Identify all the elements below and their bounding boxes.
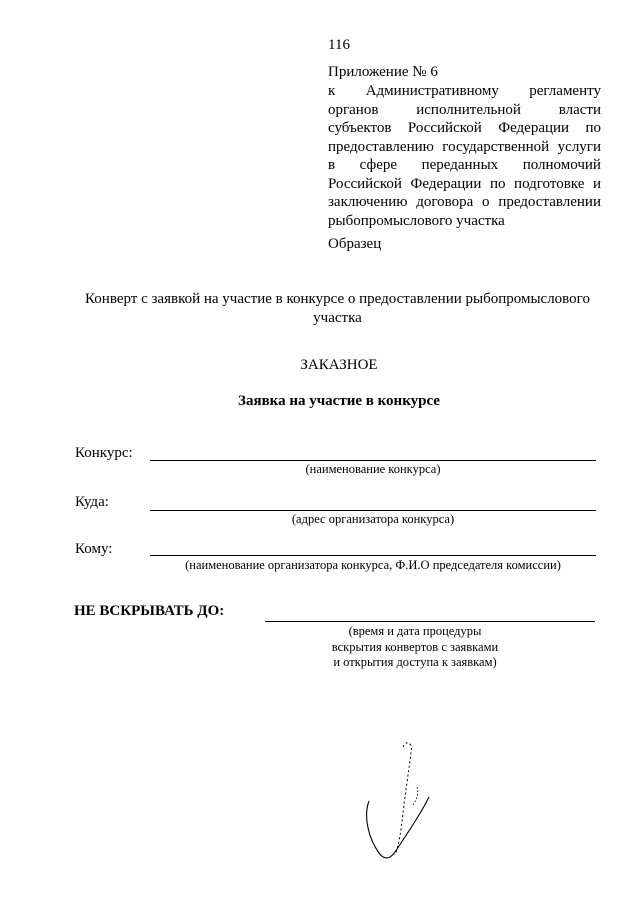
annex-line (328, 193, 601, 212)
annex-word: по (585, 120, 601, 136)
annex-word: заключению (328, 194, 408, 210)
page-number: 116 (328, 37, 350, 53)
annex-line (328, 101, 601, 120)
annex-word: о (482, 194, 490, 210)
annex-line (328, 212, 601, 231)
envelope-title (60, 290, 615, 327)
annex-word: переданных (421, 157, 499, 173)
annex-word: рыбопромыслового участка (328, 212, 505, 229)
annex-word: и (592, 175, 601, 192)
annex-word: субъектов (328, 120, 392, 136)
to-whom-line[interactable] (150, 555, 596, 556)
signature-mark (355, 735, 445, 865)
annex-word: государственной (442, 138, 550, 155)
do-not-open-hint-line: (время и дата процедуры (348, 624, 482, 638)
envelope-title-line: участка (313, 309, 362, 326)
to-whom-label: Кому: (75, 541, 113, 557)
annex-word: по (489, 175, 506, 192)
do-not-open-label: НЕ ВСКРЫВАТЬ ДО: (74, 603, 225, 619)
envelope-title-line: Конверт с заявкой на участие в конкурсе о предоставлении рыбопромыслового (85, 291, 590, 307)
annex-word: договора (416, 194, 474, 210)
to-where-hint: (адрес организатора конкурса) (291, 512, 455, 526)
do-not-open-hint (265, 624, 565, 671)
annex-word: в (328, 157, 336, 173)
annex-line (328, 156, 601, 175)
annex-word: к (328, 83, 336, 99)
application-title: Заявка на участие в конкурсе (238, 393, 440, 409)
annex-word: Российской (407, 120, 482, 136)
contest-line[interactable] (150, 460, 596, 461)
annex-word: власти (558, 101, 601, 118)
to-where-line[interactable] (150, 510, 596, 511)
annex-word: Административному (365, 83, 499, 99)
annex-word: исполнительной (416, 101, 521, 118)
annex-line (328, 175, 601, 194)
contest-label: Конкурс: (75, 445, 133, 461)
annex-word: предоставлении (498, 194, 601, 210)
annex-word: Российской (328, 175, 402, 192)
registered-label: ЗАКАЗНОЕ (300, 357, 378, 373)
annex-line (328, 82, 601, 101)
annex-word: подготовке (514, 175, 585, 192)
do-not-open-hint-line: вскрытия конвертов с заявками (331, 639, 499, 654)
contest-hint: (наименование конкурса) (305, 462, 441, 476)
annex-word: сфере (359, 157, 398, 173)
do-not-open-line[interactable] (265, 621, 595, 622)
to-whom-hint: (наименование организатора конкурса, Ф.И.О председателя комиссии) (185, 558, 561, 572)
to-where-label: Куда: (75, 494, 109, 510)
annex-word: регламенту (529, 83, 601, 99)
annex-word: Федерации (498, 120, 570, 136)
sample-label: Образец (328, 236, 382, 252)
annex-line (328, 138, 601, 157)
annex-word: предоставлению (328, 138, 434, 155)
annex-word: услуги (557, 138, 601, 155)
do-not-open-hint-line: и открытия доступа к заявкам) (333, 655, 497, 669)
annex-word: Федерации (410, 175, 482, 192)
annex-word: органов (328, 101, 379, 118)
annex-line (328, 119, 601, 138)
annex-word: полномочий (522, 157, 601, 173)
annex-reference-text (328, 82, 601, 230)
annex-title: Приложение № 6 (328, 64, 438, 80)
